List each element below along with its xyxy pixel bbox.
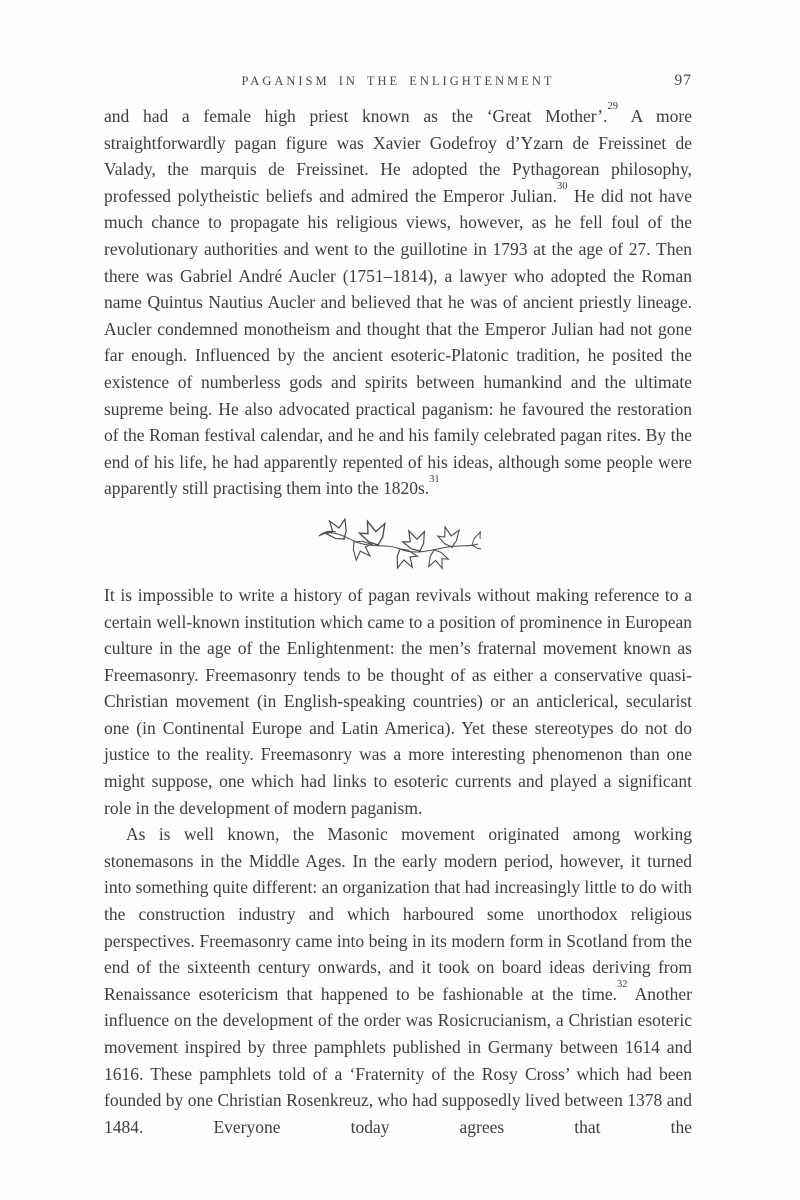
body-text: It is impossible to write a history of pagan revivals without making reference to a certain well-known institution which came to a position of prominence in European culture in the age of the Enlightenment: the men’s fraternal movement known as Freemasonry. Freemasonry tends to be thought of as either a conservative quasi-Christian movement (in English-speaking countries) or an anticlerical, secularist one (in Continental Europe and Latin America). Yet these stereotypes do not do justice to the reality. Freemasonry was a more interesting phenomenon than one might suppose, one which had links to esoteric currents and played a significant role in the development of modern paganism. <box>104 584 692 818</box>
footnote-ref-30: 30 <box>556 181 568 193</box>
page-header <box>104 74 692 94</box>
body-text: and had a female high priest known as the ‘Great Mother’. <box>104 106 608 126</box>
body-text: Another influence on the development of the order was Rosicrucianism, a Christian esoteric movement inspired by three pamphlets published in Germany between 1614 and 1616. These pamphlets told of a ‘Fraternity of the Rosy Cross’ which had been founded by one Christian Rosenkreuz, who had supposedly lived between 1378 and 1484. Everyone today agrees that the <box>104 983 692 1137</box>
paragraph-masonic-origins <box>104 821 692 1140</box>
running-title: PAGANISM IN THE ENLIGHTENMENT <box>241 74 555 88</box>
footnote-ref-29: 29 <box>607 101 618 113</box>
section-break-ornament <box>104 515 692 571</box>
body-text: A more straightforwardly pagan figure was Xavier Godefroy d’Yzarn de Freissinet de Valady, the marquis de Freissinet. He adopted the Pythagorean philosophy, professed polytheistic beliefs and admired the Emperor Julian. <box>104 106 692 206</box>
page-body <box>104 103 692 1140</box>
paragraph-freemasonry-intro <box>104 582 692 821</box>
body-text: He did not have much chance to propagate his religious views, however, as he fell foul of the revolutionary authorities and went to the guillotine in 1793 at the age of 27. Then there was Gabriel André Aucler (1751–1814), a lawyer who adopted the Roman name Quintus Nautius Aucler and believed that he was of ancient priestly lineage. Aucler condemned monotheism and thought that the Emperor Julian had not gone far enough. Influenced by the ancient esoteric-Platonic tradition, he posited the existence of numberless gods and spirits between humankind and the ultimate supreme being. He also advocated practical paganism: he favoured the restoration of the Roman festival calendar, and he and his family celebrated pagan rites. By the end of his life, he had apparently repented of his ideas, although some people were apparently still practising them into the 1820s. <box>104 185 692 499</box>
body-text: As is well known, the Masonic movement originated among working stonemasons in the Middle Ages. In the early modern period, however, it turned into something quite different: an organization that had increasingly little to do with the construction industry and which harboured some unorthodox religious perspectives. Freemasonry came into being in its modern form in Scotland from the end of the sixteenth century onwards, and it took on board ideas deriving from Renaissance esotericism that happened to be fashionable at the time. <box>104 824 692 1004</box>
paragraph-aucler <box>104 103 692 502</box>
footnote-ref-32: 32 <box>616 979 628 991</box>
ivy-sprig-icon <box>316 515 481 571</box>
footnote-ref-31: 31 <box>429 473 440 485</box>
page-number: 97 <box>674 72 692 89</box>
